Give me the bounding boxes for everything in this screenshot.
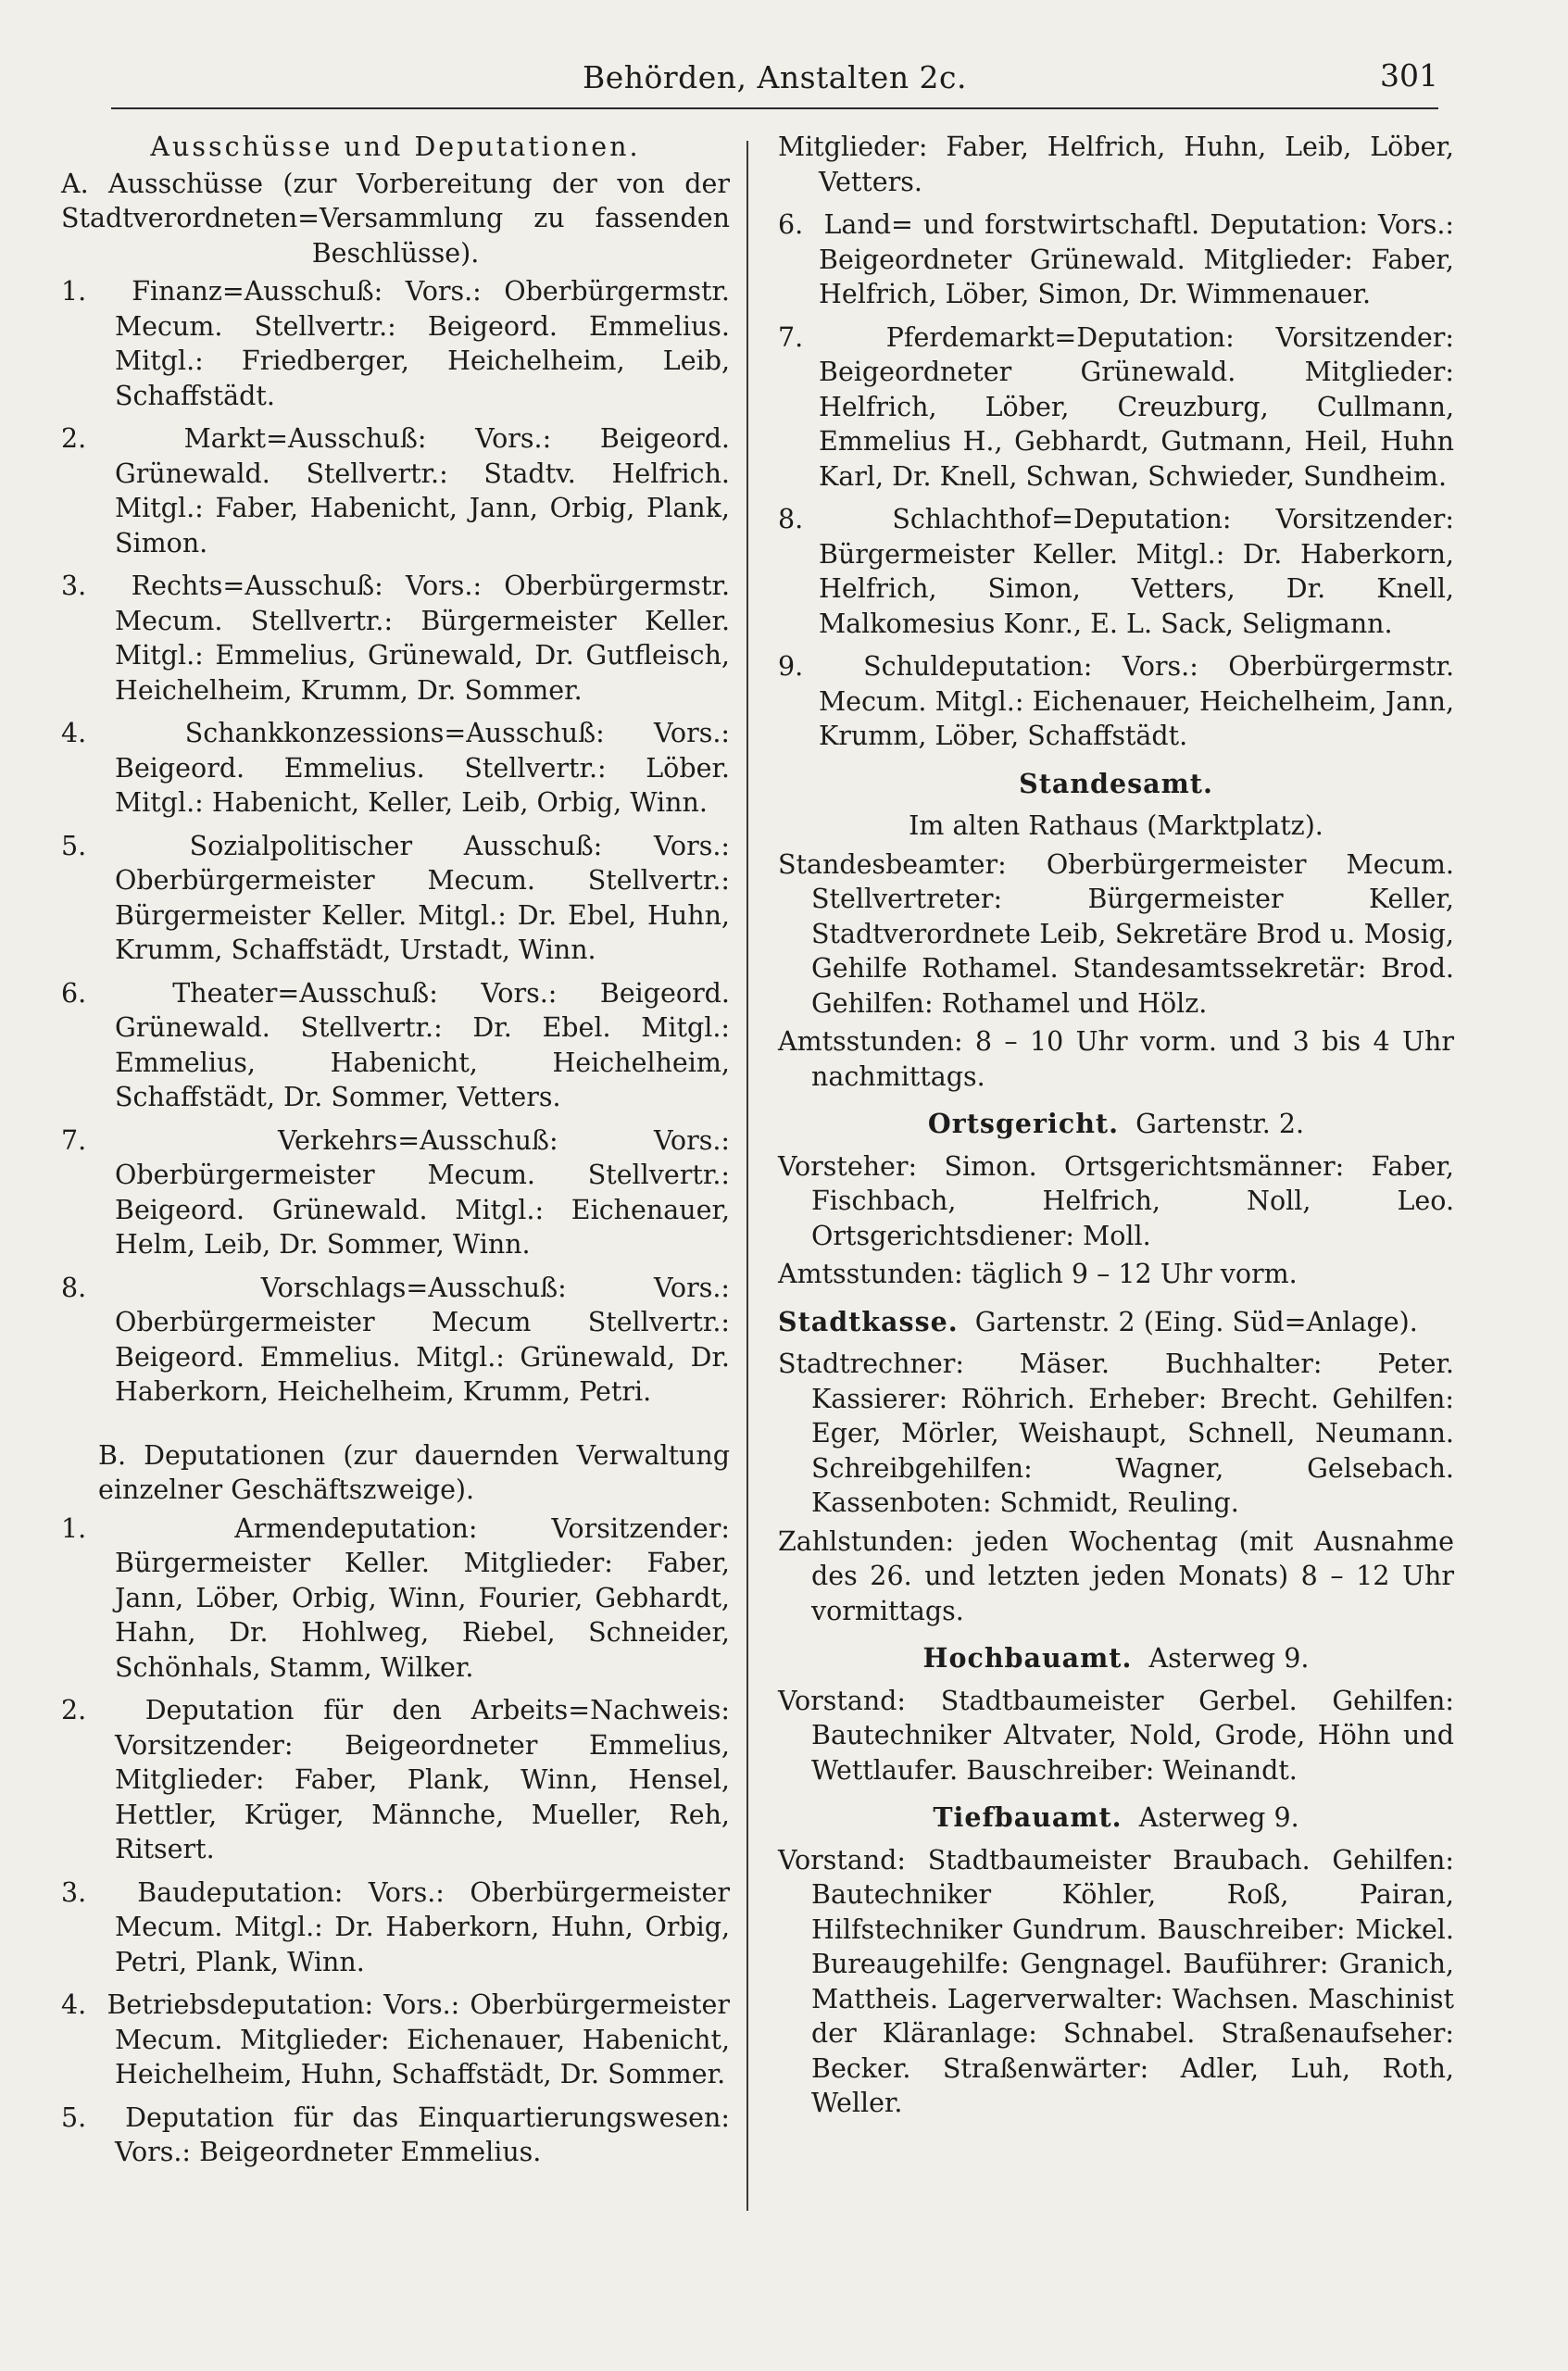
ortsgericht-section (778, 1107, 1454, 1142)
stadtkasse-section (778, 1305, 1454, 1340)
stadtkasse-address: Gartenstr. 2 (Eing. Süd=Anlage). (974, 1306, 1418, 1337)
section-a-heading: A. Ausschüsse (zur Vorbereitung der von der Stadtverordneten=Versammlung zu fassenden Beschlüsse). (61, 168, 730, 269)
list-item: 6. Land= und forstwirtschaftl. Deputation: Vors.: Beigeordneter Grünewald. Mitglieder: Faber, Helfrich, Löber, Simon, Dr. Wimmenauer. (778, 209, 1455, 309)
column-divider (746, 141, 748, 2211)
right-column (778, 130, 1454, 2125)
standesamt-location: Im alten Rathaus (Marktplatz). (909, 810, 1323, 841)
ortsgericht-title: Ortsgericht. (927, 1108, 1120, 1139)
tiefbauamt-title: Tiefbauamt. (933, 1801, 1123, 1833)
deputation-list (61, 1512, 730, 2170)
section-b-heading: B. Deputationen (zur dauernden Verwaltung einzelner Geschäftszweige). (98, 1439, 730, 1505)
list-item: 9. Schuldeputation: Vors.: Oberbürgermstr. Mecum. Mitgl.: Eichenauer, Heichelheim, Jann, Krumm, Löber, Schaffstädt. (778, 651, 1454, 751)
running-header (111, 52, 1438, 109)
stadtkasse-title: Stadtkasse. (778, 1305, 959, 1337)
list-item: 1. Finanz=Ausschuß: Vors.: Oberbürgermstr. Mecum. Stellvertr.: Beigeord. Emmelius. Mitgl.: Friedberger, Heichelheim, Leib, Schaffstädt. (61, 276, 730, 411)
list-item: 2. Deputation für den Arbeits=Nachweis: Vorsitzender: Beigeordneter Emmelius, Mitglieder: Faber, Plank, Winn, Hensel, Hettler, Krüger, Männche, Mueller, Reh, Ritsert. (61, 1695, 730, 1864)
page-number: 301 (1380, 57, 1438, 94)
list-item: 8. Vorschlags=Ausschuß: Vors.: Oberbürgermeister Mecum Stellvertr.: Beigeord. Emmelius. Mitgl.: Grünewald, Dr. Haberkorn, Heichelheim, Krumm, Petri. (61, 1272, 731, 1407)
list-item: 6. Theater=Ausschuß: Vors.: Beigeord. Grünewald. Stellvertr.: Dr. Ebel. Mitgl.: Emmelius, Habenicht, Heichelheim, Schaffstädt, Dr. Sommer, Vetters. (61, 977, 730, 1112)
standesamt-para: Standesbeamter: Oberbürgermeister Mecum. Stellvertreter: Bürgermeister Keller, Stadtverordnete Leib, Sekretäre Brod u. Mosig, Gehilfe Rothamel. Standesamtssekretär: Brod. Gehilfen: Rothamel und Hölz. (778, 848, 1454, 1019)
left-column (61, 130, 730, 2178)
list-item: 5. Sozialpolitischer Ausschuß: Vors.: Oberbürgermeister Mecum. Stellvertr.: Bürgermeister Keller. Mitgl.: Dr. Ebel, Huhn, Krumm, Schaffstädt, Urstadt, Winn. (61, 830, 730, 965)
list-item: Mitglieder: Faber, Helfrich, Huhn, Leib, Löber, Vetters. (778, 132, 1454, 197)
ausschuss-list (61, 274, 730, 1410)
ortsgericht-address: Gartenstr. 2. (1135, 1109, 1305, 1139)
section-heading: Ausschüsse und Deputationen. (150, 132, 641, 162)
ortsgericht-hours: Amtsstunden: täglich 9 – 12 Uhr vorm. (778, 1259, 1298, 1289)
standesamt-section (778, 767, 1454, 802)
standesamt-hours: Amtsstunden: 8 – 10 Uhr vorm. und 3 bis 4 Uhr nachmittags. (778, 1026, 1454, 1092)
hochbauamt-section (778, 1641, 1454, 1676)
hochbauamt-title: Hochbauamt. (922, 1642, 1133, 1674)
hochbauamt-para: Vorstand: Stadtbaumeister Gerbel. Gehilfen: Bautechniker Altvater, Nold, Grode, Höhn und Wettlaufer. Bauschreiber: Weinandt. (778, 1685, 1454, 1786)
hochbauamt-address: Asterweg 9. (1148, 1643, 1310, 1674)
list-item: 7. Verkehrs=Ausschuß: Vors.: Oberbürgermeister Mecum. Stellvertr.: Beigeord. Grünewald. Mitgl.: Eichenauer, Helm, Leib, Dr. Sommer, Winn. (61, 1124, 731, 1260)
list-item: 2. Markt=Ausschuß: Vors.: Beigeord. Grünewald. Stellvertr.: Stadtv. Helfrich. Mitgl.: Faber, Habenicht, Jann, Orbig, Plank, Simon. (61, 423, 730, 558)
standesamt-title: Standesamt. (1019, 767, 1213, 799)
list-item: 8. Schlachthof=Deputation: Vorsitzender: Bürgermeister Keller. Mitgl.: Dr. Haberkorn, Helfrich, Simon, Vetters, Dr. Knell, Malkomesius Konr., E. L. Sack, Seligmann. (778, 504, 1454, 639)
list-item: 3. Rechts=Ausschuß: Vors.: Oberbürgermstr. Mecum. Stellvertr.: Bürgermeister Keller. Mitgl.: Emmelius, Grünewald, Dr. Gutfleisch, Heichelheim, Krumm, Dr. Sommer. (61, 571, 731, 706)
list-item: 1. Armendeputation: Vorsitzender: Bürgermeister Keller. Mitglieder: Faber, Jann, Löber, Orbig, Winn, Fourier, Gebhardt, Hahn, Dr. Hohlweg, Riebel, Schneider, Schönhals, Stamm, Wilker. (61, 1512, 730, 1683)
tiefbauamt-address: Asterweg 9. (1138, 1802, 1299, 1833)
tiefbauamt-section (778, 1800, 1454, 1836)
stadtkasse-hours: Zahlstunden: jeden Wochentag (mit Ausnahme des 26. und letzten jeden Monats) 8 – 12 Uhr vormittags. (778, 1525, 1454, 1626)
list-item: 4. Schankkonzessions=Ausschuß: Vors.: Beigeord. Emmelius. Stellvertr.: Löber. Mitgl.: Habenicht, Keller, Leib, Orbig, Winn. (61, 718, 730, 818)
stadtkasse-para: Stadtrechner: Mäser. Buchhalter: Peter. Kassierer: Röhrich. Erheber: Brecht. Gehilfen: Eger, Mörler, Weishaupt, Schnell, Neumann. Schreibgehilfen: Wagner, Gelsebach. Kassenboten: Schmidt, Reuling. (778, 1349, 1454, 1518)
list-item: 4. Betriebsdeputation: Vors.: Oberbürgermeister Mecum. Mitglieder: Eichenauer, Habenicht, Heichelheim, Huhn, Schaffstädt, Dr. Sommer. (61, 1989, 730, 2089)
running-title: Behörden, Anstalten 2c. (582, 59, 968, 95)
tiefbauamt-para: Vorstand: Stadtbaumeister Braubach. Gehilfen: Bautechniker Köhler, Roß, Pairan, Hilfstechniker Gundrum. Bauschreiber: Mickel. Bureaugehilfe: Gengnagel. Bauführer: Granich, Mattheis. Lagerverwalter: Wachsen. Maschinist der Kläranlage: Schnabel. Straßenaufseher: Becker. Straßenwärter: Adler, Luh, Roth, Weller. (778, 1844, 1454, 2118)
list-item: 3. Baudeputation: Vors.: Oberbürgermeister Mecum. Mitgl.: Dr. Haberkorn, Huhn, Orbig, Petri, Plank, Winn. (61, 1876, 730, 1977)
list-item: 5. Deputation für das Einquartierungswesen: Vors.: Beigeordneter Emmelius. (61, 2101, 730, 2167)
ortsgericht-para: Vorsteher: Simon. Ortsgerichtsmänner: Faber, Fischbach, Helfrich, Noll, Leo. Ortsgerichtsdiener: Moll. (778, 1150, 1454, 1251)
list-item: 7. Pferdemarkt=Deputation: Vorsitzender: Beigeordneter Grünewald. Mitglieder: Helfrich, Löber, Creuzburg, Cullmann, Emmelius H., Gebhardt, Gutmann, Heil, Huhn Karl, Dr. Knell, Schwan, Schwieder, Sundheim. (778, 321, 1454, 492)
